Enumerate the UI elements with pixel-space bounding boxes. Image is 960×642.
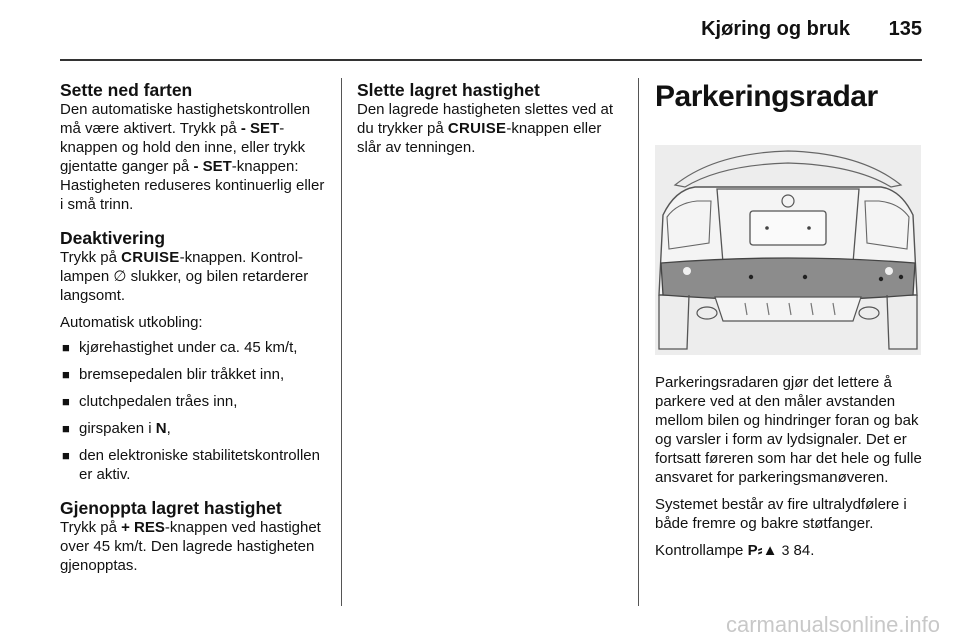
heading-deactivation: Deaktivering [60,228,166,248]
column-3 [655,80,923,568]
paragraph-clear-speed: Den lagrede hastigheten slettes ved at du trykker på CRUISE-knappen eller slår av tenningen. [357,101,614,156]
heading-resume: Gjenoppta lagret hastighet [60,498,282,518]
heading-clear-speed: Slette lagret hastighet [357,80,540,100]
column-divider-2 [638,78,639,606]
list-item: ■ bremsepedalen blir tråkket inn, [62,366,285,383]
paragraph-resume: Trykk på + RES-knappen ved hastighet over 45 km/t. Den lagrede hastigheten gjenopptas. [60,519,321,574]
section-resume [60,498,328,575]
page-ref-icon: 3 [781,542,790,558]
paragraph-slow-down: Den automatiske hastighetskontrollen må være aktivert. Trykk på - SET-knappen og hold den inne, eller trykk gjentatte ganger på - SET-knappen: Hastigheten reduseres kontinuerlig eller i små trinn. [60,101,325,213]
header-rule [60,59,922,61]
section-slow-down [60,80,328,214]
running-header: Kjøring og bruk [701,18,850,40]
auto-off-list [60,338,328,484]
page-number: 135 [888,18,922,40]
column-divider-1 [341,78,342,606]
heading-slow-down: Sette ned farten [60,80,193,100]
cruise-lamp-icon: ∅ [113,268,127,285]
column-2 [357,80,625,165]
list-item: ■ kjørehastighet under ca. 45 km/t, [62,339,298,356]
paragraph-radar-intro: Parkeringsradaren gjør det lettere å parkere ved at den måler avstanden mellom bilen og hindringer foran og bak og varsler i form av lydsignaler. Det er fortsatt føreren som har det hele og fulle ansvaret for parkeringsmanøveren. [655,374,922,486]
paragraph-deactivation: Trykk på CRUISE-knappen. Kontrollampen ∅ slukker, og bilen retarderer langsomt. [60,249,309,304]
paragraph-radar-lamp: Kontrollampe P⸗▲ 3 84. [655,542,815,559]
list-item: ■ clutchpedalen tråes inn, [62,393,238,410]
heading-parking-radar: Parkeringsradar [655,80,878,113]
car-rear-illustration [655,145,921,355]
paragraph-radar-sensors: Systemet består av fire ultralydfølere i både fremre og bakre støtfanger. [655,496,907,532]
watermark: carmanualsonline.info [725,612,940,637]
section-deactivation [60,228,328,484]
list-item: ■ girspaken i N, [62,420,171,437]
parking-radar-lamp-icon: P⸗▲ [747,542,778,559]
paragraph-auto-off: Automatisk utkobling: [60,314,203,331]
list-item: ■ den elektroniske stabilitetskontrollen er aktiv. [62,447,320,483]
column-1 [60,80,328,589]
